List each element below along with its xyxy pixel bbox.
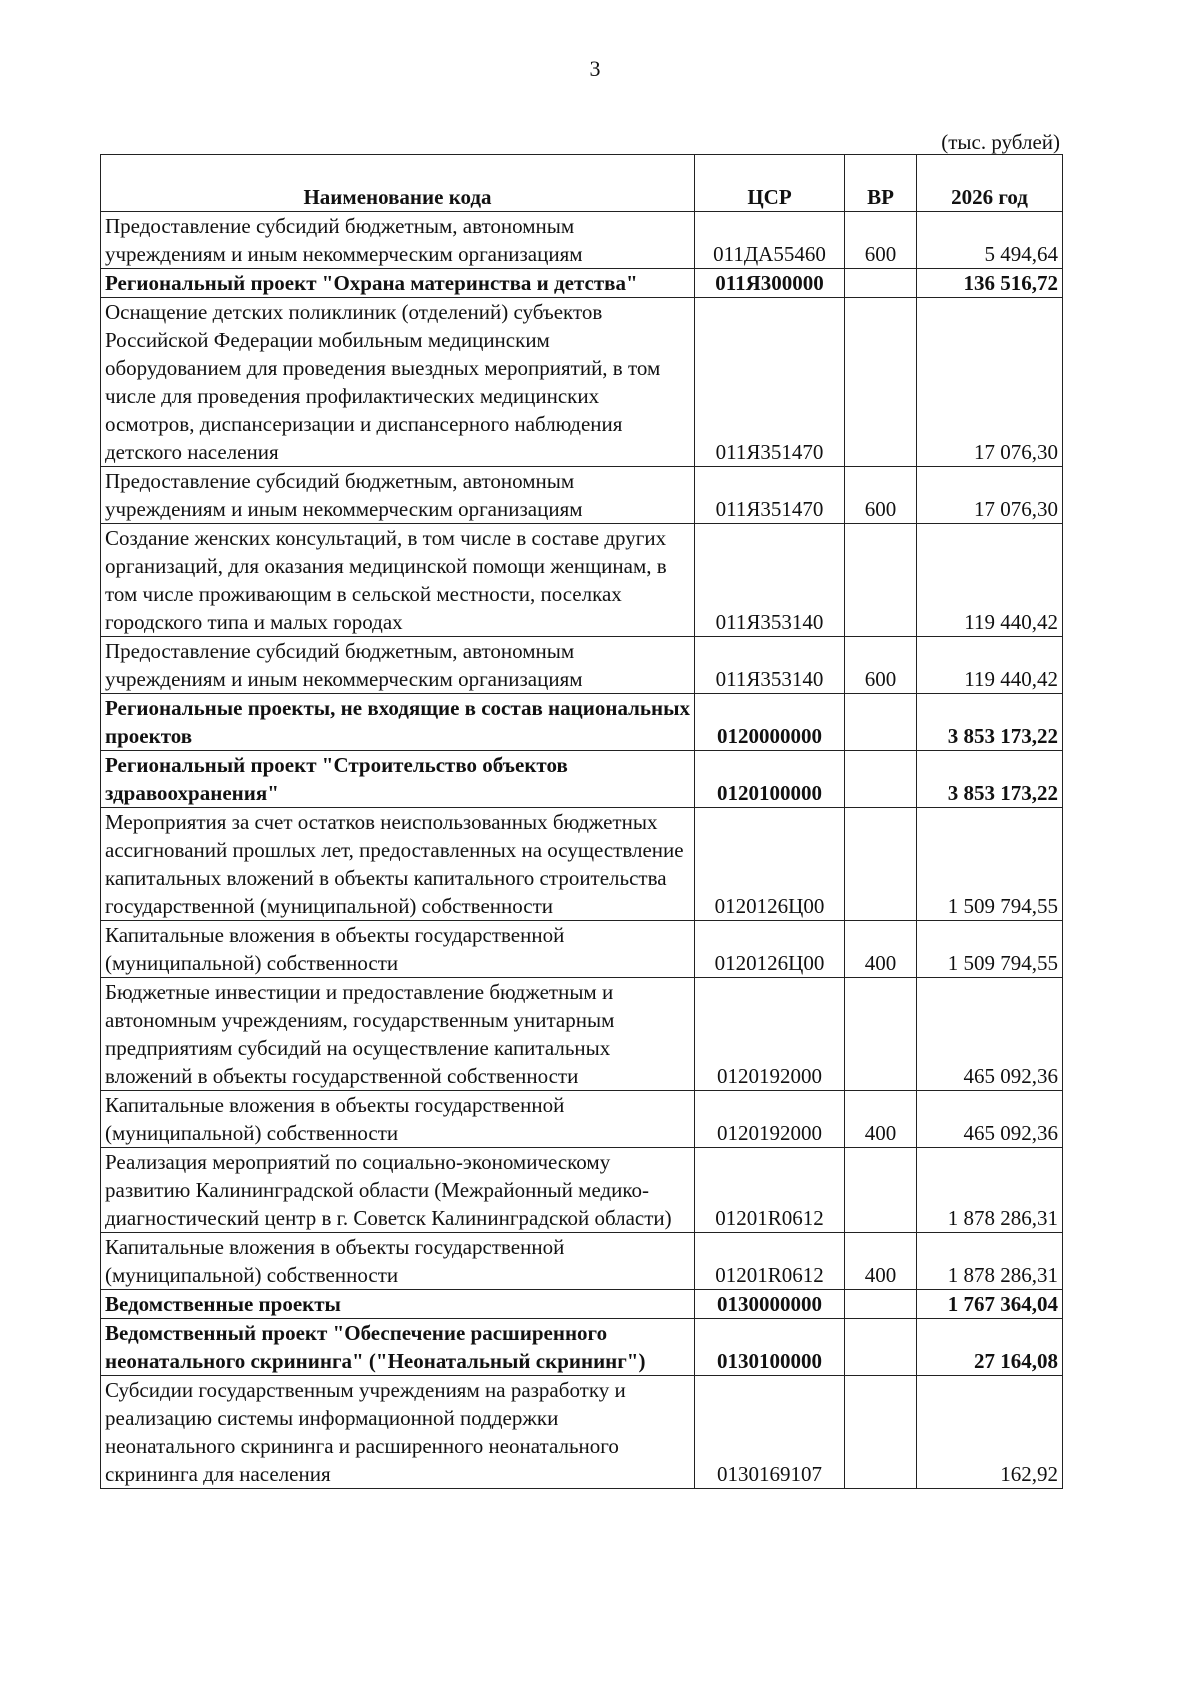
- cell-amount: 119 440,42: [917, 524, 1063, 637]
- table-row: [101, 1148, 1063, 1233]
- cell-amount: 1 509 794,55: [917, 921, 1063, 978]
- table-row: [101, 978, 1063, 1091]
- cell-name: Капитальные вложения в объекты государственной (муниципальной) собственности: [101, 921, 695, 978]
- cell-amount: 1 878 286,31: [917, 1233, 1063, 1290]
- cell-amount: 17 076,30: [917, 467, 1063, 524]
- table-row: [101, 1233, 1063, 1290]
- units-label: (тыс. рублей): [941, 130, 1060, 154]
- cell-csr: 011Я353140: [695, 524, 845, 637]
- cell-vr: [845, 269, 917, 298]
- header-amount: 2026 год: [917, 155, 1063, 212]
- header-name: Наименование кода: [101, 155, 695, 212]
- table-body: [101, 212, 1063, 1489]
- cell-amount: 465 092,36: [917, 978, 1063, 1091]
- table-row: [101, 1290, 1063, 1319]
- table-row: [101, 212, 1063, 269]
- cell-amount: 465 092,36: [917, 1091, 1063, 1148]
- cell-csr: 0120192000: [695, 1091, 845, 1148]
- cell-csr: 0130000000: [695, 1290, 845, 1319]
- table-header-row: [101, 155, 1063, 212]
- cell-vr: [845, 1376, 917, 1489]
- cell-name: Мероприятия за счет остатков неиспользованных бюджетных ассигнований прошлых лет, предоставленных на осуществление капитальных вложений в объекты капитального строительства государственной (муниципальной) собственности: [101, 808, 695, 921]
- cell-amount: 1 509 794,55: [917, 808, 1063, 921]
- table-row: [101, 694, 1063, 751]
- table-row: [101, 751, 1063, 808]
- cell-csr: 0120192000: [695, 978, 845, 1091]
- cell-vr: [845, 808, 917, 921]
- table-row: [101, 269, 1063, 298]
- cell-name: Создание женских консультаций, в том числе в составе других организаций, для оказания медицинской помощи женщинам, в том числе проживающим в сельской местности, поселках городского типа и малых городах: [101, 524, 695, 637]
- cell-name: Капитальные вложения в объекты государственной (муниципальной) собственности: [101, 1091, 695, 1148]
- table-row: [101, 298, 1063, 467]
- cell-vr: [845, 1148, 917, 1233]
- header-vr: ВР: [845, 155, 917, 212]
- cell-csr: 011Я351470: [695, 298, 845, 467]
- table-row: [101, 524, 1063, 637]
- cell-vr: 600: [845, 467, 917, 524]
- cell-name: Региональный проект "Строительство объектов здравоохранения": [101, 751, 695, 808]
- table-row: [101, 467, 1063, 524]
- cell-name: Субсидии государственным учреждениям на разработку и реализацию системы информационной поддержки неонатального скрининга и расширенного неонатального скрининга для населения: [101, 1376, 695, 1489]
- cell-vr: [845, 298, 917, 467]
- cell-amount: 1 878 286,31: [917, 1148, 1063, 1233]
- cell-vr: 600: [845, 637, 917, 694]
- cell-amount: 3 853 173,22: [917, 694, 1063, 751]
- cell-amount: 119 440,42: [917, 637, 1063, 694]
- cell-csr: 0130169107: [695, 1376, 845, 1489]
- cell-amount: 17 076,30: [917, 298, 1063, 467]
- cell-csr: 0130100000: [695, 1319, 845, 1376]
- cell-vr: [845, 1319, 917, 1376]
- cell-name: Предоставление субсидий бюджетным, автономным учреждениям и иным некоммерческим организациям: [101, 212, 695, 269]
- cell-csr: 01201R0612: [695, 1233, 845, 1290]
- cell-amount: 136 516,72: [917, 269, 1063, 298]
- cell-vr: [845, 694, 917, 751]
- header-csr: ЦСР: [695, 155, 845, 212]
- cell-vr: [845, 524, 917, 637]
- cell-csr: 011Я351470: [695, 467, 845, 524]
- cell-name: Капитальные вложения в объекты государственной (муниципальной) собственности: [101, 1233, 695, 1290]
- cell-csr: 011Я300000: [695, 269, 845, 298]
- cell-csr: 0120126Ц00: [695, 921, 845, 978]
- table-row: [101, 637, 1063, 694]
- cell-csr: 0120126Ц00: [695, 808, 845, 921]
- cell-vr: 400: [845, 1233, 917, 1290]
- cell-vr: [845, 1290, 917, 1319]
- cell-vr: [845, 978, 917, 1091]
- cell-name: Бюджетные инвестиции и предоставление бюджетным и автономным учреждениям, государственным унитарным предприятиям субсидий на осуществление капитальных вложений в объекты государственной собственности: [101, 978, 695, 1091]
- cell-vr: 600: [845, 212, 917, 269]
- cell-csr: 01201R0612: [695, 1148, 845, 1233]
- cell-name: Региональные проекты, не входящие в состав национальных проектов: [101, 694, 695, 751]
- cell-name: Оснащение детских поликлиник (отделений) субъектов Российской Федерации мобильным медицинским оборудованием для проведения выездных мероприятий, в том числе для проведения профилактических медицинских осмотров, диспансеризации и диспансерного наблюдения детского населения: [101, 298, 695, 467]
- cell-name: Региональный проект "Охрана материнства и детства": [101, 269, 695, 298]
- cell-name: Ведомственные проекты: [101, 1290, 695, 1319]
- cell-vr: [845, 751, 917, 808]
- cell-csr: 0120000000: [695, 694, 845, 751]
- cell-csr: 011ДА55460: [695, 212, 845, 269]
- cell-name: Предоставление субсидий бюджетным, автономным учреждениям и иным некоммерческим организациям: [101, 467, 695, 524]
- cell-name: Предоставление субсидий бюджетным, автономным учреждениям и иным некоммерческим организациям: [101, 637, 695, 694]
- cell-vr: 400: [845, 921, 917, 978]
- table-row: [101, 1319, 1063, 1376]
- budget-table: [100, 154, 1063, 1489]
- page-number: 3: [589, 56, 601, 81]
- cell-vr: 400: [845, 1091, 917, 1148]
- cell-amount: 162,92: [917, 1376, 1063, 1489]
- cell-amount: 27 164,08: [917, 1319, 1063, 1376]
- cell-amount: 3 853 173,22: [917, 751, 1063, 808]
- cell-csr: 011Я353140: [695, 637, 845, 694]
- cell-amount: 1 767 364,04: [917, 1290, 1063, 1319]
- cell-name: Ведомственный проект "Обеспечение расширенного неонатального скрининга" ("Неонатальный скрининг"): [101, 1319, 695, 1376]
- cell-csr: 0120100000: [695, 751, 845, 808]
- cell-amount: 5 494,64: [917, 212, 1063, 269]
- table-row: [101, 808, 1063, 921]
- table-row: [101, 1091, 1063, 1148]
- cell-name: Реализация мероприятий по социально-экономическому развитию Калининградской области (Межрайонный медико-диагностический центр в г. Советск Калининградской области): [101, 1148, 695, 1233]
- table-row: [101, 921, 1063, 978]
- table-row: [101, 1376, 1063, 1489]
